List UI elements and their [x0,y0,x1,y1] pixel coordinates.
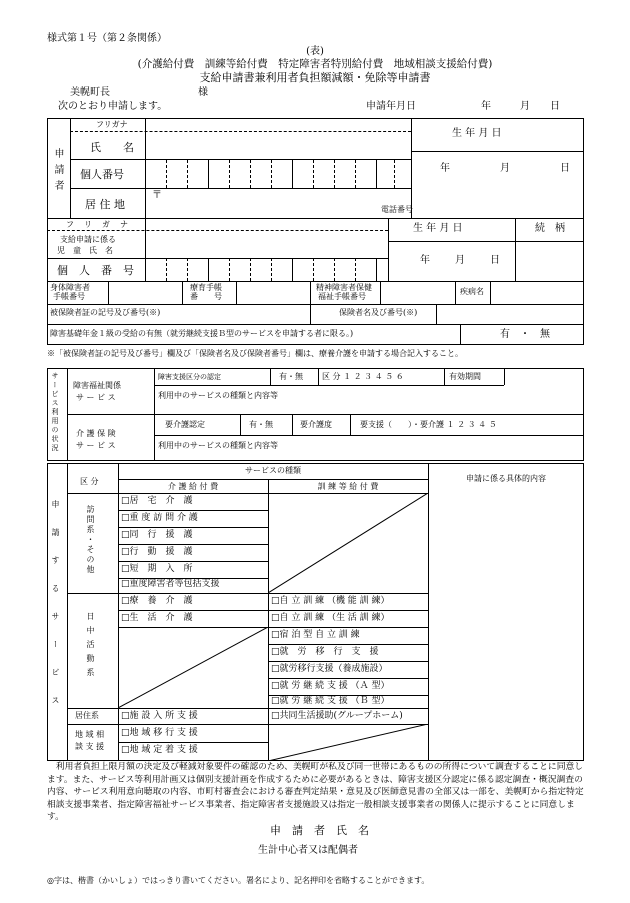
title-line-1: (介護給付費 訓練等給付費 特定障害者特別給付費 地域相談支援給付費) [137,58,493,70]
birth-label: 生 年 月 日 [452,128,502,139]
day-group-label: 日中活動系 [86,612,95,682]
consent-text: 利用者負担上限月額の決定及び軽減対象要件の確認のため、美幌町が私及び同一世帯にあるものの所得について調査することに同意します。また、サービス等利用計画又は個別支援計画を作成するために必要があるときは、障害支援区分認定に係る認定調査・概況調査の内容、サービス利用意向聴取の内容、市町村審査会における審査判定結果・意見及び医師意見書の全部又は一部を、美幌町から指定特定相談支援事業者、指定障害福祉サービス事業者、指定障害者支援施設又は指定一般相談支援事業者の関係人に提示することに同意します。 [47,762,584,822]
birth-year: 年 [440,163,450,174]
phone-label: 電話番号 [381,205,413,214]
physical-cert-label-1: 身体障害者 [50,283,90,292]
physical-cert-label-2: 手帳番号 [53,292,85,301]
welfare-label-2: サ ー ビ ス [76,393,116,402]
birth-month: 月 [500,163,510,174]
service-day-kunren-item[interactable]: □就 労 継 続 支 援 （Ｂ 型） [271,696,390,706]
relation-label: 続 柄 [535,223,565,234]
applicant-name-field[interactable] [210,142,410,156]
child-birth-month: 月 [455,255,465,266]
service-residence-kunren[interactable]: □共同生活援助(グループホーム) [271,711,403,721]
care-cert-label: 要介護認定 [165,420,205,429]
child-birth-year: 年 [420,255,430,266]
support-level-kubun[interactable]: 区 分 １ ２ ３ ４ ５ ６ [322,372,404,381]
service-day-kaigo-item[interactable]: □生 活 介 護 [121,613,193,623]
service-visit-item[interactable]: □重度障害者等包括支援 [121,579,220,589]
support-level-cert-label: 障害支援区分の認定 [158,373,221,381]
residence-group-label: 居住系 [75,711,99,720]
care-cert-ari-nashi[interactable]: 有・無 [249,420,273,429]
apply-year: 年 [481,101,491,112]
service-visit-item[interactable]: □行 動 援 護 [121,547,193,557]
child-name-label-1: 支給申請に係る [60,235,116,244]
disease-label: 疾病名 [460,287,484,296]
service-day-kunren-item[interactable]: □自 立 訓 練 （機 能 訓 練） [271,596,390,606]
householder-signature-label: 生計中心者又は配偶者 [258,845,358,856]
visit-group-label: 訪問系・その他 [86,505,95,575]
ryoiku-label-1: 療育手帳 [190,283,222,292]
applicant-section-label: 申請者 [52,148,63,196]
child-birth-label: 生 年 月 日 [413,223,463,234]
id-number-label: 個人番号 [80,168,124,181]
service-visit-item[interactable]: □居 宅 介 護 [121,496,193,506]
footer-note: ◎字は、楷書（かいしょ）ではっきり書いてください。署名により、記名押印を省略することができます。 [47,876,430,885]
usage-section-label: サービス利用の状況 [51,372,59,453]
form-number: 様式第１号（第２条関係） [47,33,167,44]
pension-ari[interactable]: 有 [500,329,510,340]
pension-question: 障害基礎年金１級の受給の有無（就労継続支援Ｂ型のサービスを申請する者に限る。) [50,329,354,338]
insured-no-label: 被保険者証の記号及び番号(※) [50,308,161,317]
mental-cert-label-2: 福祉手帳番号 [318,292,366,301]
kaigo-service-in-use: 利用中のサービスの種類と内容等 [158,441,278,450]
service-visit-item[interactable]: □重 度 訪 問 介 護 [121,513,198,523]
service-day-kaigo-item[interactable]: □療 養 介 護 [121,596,193,606]
apply-date-label: 申請年月日 [366,101,416,112]
service-visit-item[interactable]: □同 行 援 護 [121,530,193,540]
service-day-kunren-item[interactable]: □自 立 訓 練 （生 活 訓 練） [271,613,390,623]
honorific: 様 [198,87,208,98]
name-label: 氏 名 [90,141,134,154]
community-label-1: 地 域 相 [75,730,105,739]
omote-label: (表) [306,46,324,57]
service-type-header: サービスの種類 [245,466,301,475]
service-day-kunren-item[interactable]: □就 労 継 続 支 援 （Ａ 型） [271,681,390,691]
insurer-name-label: 保険者名及び番号(※) [339,308,418,317]
address-label: 居 住 地 [85,198,125,211]
furigana-label: フリガナ [96,120,128,129]
welfare-label-1: 障害福祉関係 [73,381,121,390]
kubun-header: 区 分 [80,477,99,486]
child-name-label-2: 児 童 氏 名 [57,246,113,255]
service-residence-kaigo[interactable]: □施 設 入 所 支 援 [121,711,198,721]
service-community-item[interactable]: □地 域 移 行 支 援 [121,728,198,738]
ryoyo-note: ※「被保険者証の記号及び番号」欄及び「保険者名及び保険者番号」欄は、療養介護を申請する場合記入すること。 [47,349,463,358]
pension-nashi[interactable]: 無 [540,329,550,340]
service-day-kunren-item[interactable]: □就労移行支援（養成施設） [271,664,388,674]
care-level-label: 要介護度 [300,420,332,429]
support-level-ari-nashi[interactable]: 有・無 [279,372,303,381]
service-community-item[interactable]: □地 域 定 着 支 援 [121,745,198,755]
valid-period-label: 有効期間 [449,372,481,381]
kunren-header: 訓 練 等 給 付 費 [317,482,379,491]
community-label-2: 談 支 援 [75,742,105,751]
postal-mark: 〒 [152,190,162,201]
service-visit-item[interactable]: □短 期 入 所 [121,564,193,574]
application-form-page: 様式第１号（第２条関係） (表) (介護給付費 訓練等給付費 特定障害者特別給付費 地域相談支援給付費) 支給申請書兼利用者負担額減額・免除等申請書 美幌町長 様 次のとおり申請します。 申請年月日 年 月 日 申請者 フリガナ 氏 名 生 年 月 日 年 月 日 個人番号 居 住 地 〒 電話番号 フ リ ガ ナ 支給申請に係る 児 童 氏 名 個 人 番 号 生 年 月 日 続 柄 年 月 日 身体障害者 手帳番号 療育手帳 番 号 精神障害者保健 福祉手帳番号 疾病名 被保険者証の記号及び番号(※) 保険者名及び番号(※) 障害基礎年金１級の受給の有無（就労継続支援Ｂ型のサービスを申請する者に限る。) 有 ・ 無 ※「被保険者証の記号及び番号」欄及び「保険者名及び保険者番号」欄は、療養介護を申請する場合記入すること。 サービス利用の状況 障害福祉関係 サ ー ビ ス 障害支援区分の認定 有・無 区 分 １ ２ ３ ４ ５ ６ 有効期間 利用中のサービスの種類と内容等 介 護 保 険 サ ー ビ ス 要介護認定 有・無 要介護度 要支援（ ）・要介護 １ ２ ３ ４ ５ 利用中のサービスの種類と内容等 申請するサービス 区 分 サービスの種類 介 護 給 付 費 訓 練 等 給 付 費 申請に係る具体的内容 訪問系・その他 □居 宅 介 護 □重 度 訪 問 介 護 □同 行 援 護 □行 動 援 護 □短 期 入 所 □重度障害者等包括支援 日中活動系 □療 養 介 護 □生 活 介 護 □自 立 訓 練 （機 能 訓 練） □自 立 訓 練 （生 活 訓 練） □宿 泊 型 自 立 訓 練 □就 労 移 行 支 援 □就労移行支援（養成施設） □就 労 継 続 支 援 （Ａ 型） □就 労 継 続 支 援 （Ｂ 型） 居住系 □施 設 入 所 支 援 □共同生活援助(グループホーム) 地 域 相 談 支 援 □地 域 移 行 支 援 □地 域 定 着 支 援 利用者負担上限月額の決定及び軽減対象要件の確認のため、美幌町が私及び同一世帯にあるものの所得について調査することに同意します。また、サービス等利用計画又は個別支援計画を作成するために必要があるときは、障害支援区分認定に係る認定調査・概況調査の内容、サービス利用意向聴取の内容、市町村審査会における審査判定結果・意見及び医師意見書の全部又は一部を、美幌町から指定特定相談支援事業者、指定障害福祉サービス事業者、指定障害者支援施設又は指定一般相談支援事業者の関係人に提示することに同意します。 申 請 者 氏 名 生計中心者又は配偶者 ◎字は、楷書（かいしょ）ではっきり書いてください。署名により、記名押印を省略することができます。 [0,0,630,903]
service-day-kunren-item[interactable]: □宿 泊 型 自 立 訓 練 [271,630,360,640]
kaigo-label-1: 介 護 保 険 [76,429,116,438]
apply-month: 月 [520,101,530,112]
services-section-label: 申請するサービス [51,500,60,724]
mental-cert-label-1: 精神障害者保健 [316,283,372,292]
intro-text: 次のとおり申請します。 [58,101,168,112]
child-id-label: 個 人 番 号 [57,264,134,277]
addressee: 美幌町長 [70,87,110,98]
ryoiku-label-2: 番 号 [190,292,222,301]
community-kunren-diagonal [268,724,428,761]
welfare-service-in-use: 利用中のサービスの種類と内容等 [158,391,278,400]
kaigo-header: 介 護 給 付 費 [167,482,219,491]
kaigo-label-2: サ ー ビ ス [76,441,116,450]
child-furigana-label: フ リ ガ ナ [66,220,129,229]
title-line-2: 支給申請書兼利用者負担額減額・免除等申請書 [199,71,431,84]
child-birth-day: 日 [490,255,500,266]
apply-day: 日 [550,101,560,112]
care-level-values[interactable]: 要支援（ ）・要介護 １ ２ ３ ４ ５ [360,420,497,429]
detail-header: 申請に係る具体的内容 [466,474,546,483]
applicant-signature-label: 申 請 者 氏 名 [270,824,369,837]
day-kaigo-diagonal [118,627,268,708]
birth-day: 日 [560,163,570,174]
visit-kunren-diagonal [268,493,428,593]
service-day-kunren-item[interactable]: □就 労 移 行 支 援 [271,647,379,657]
